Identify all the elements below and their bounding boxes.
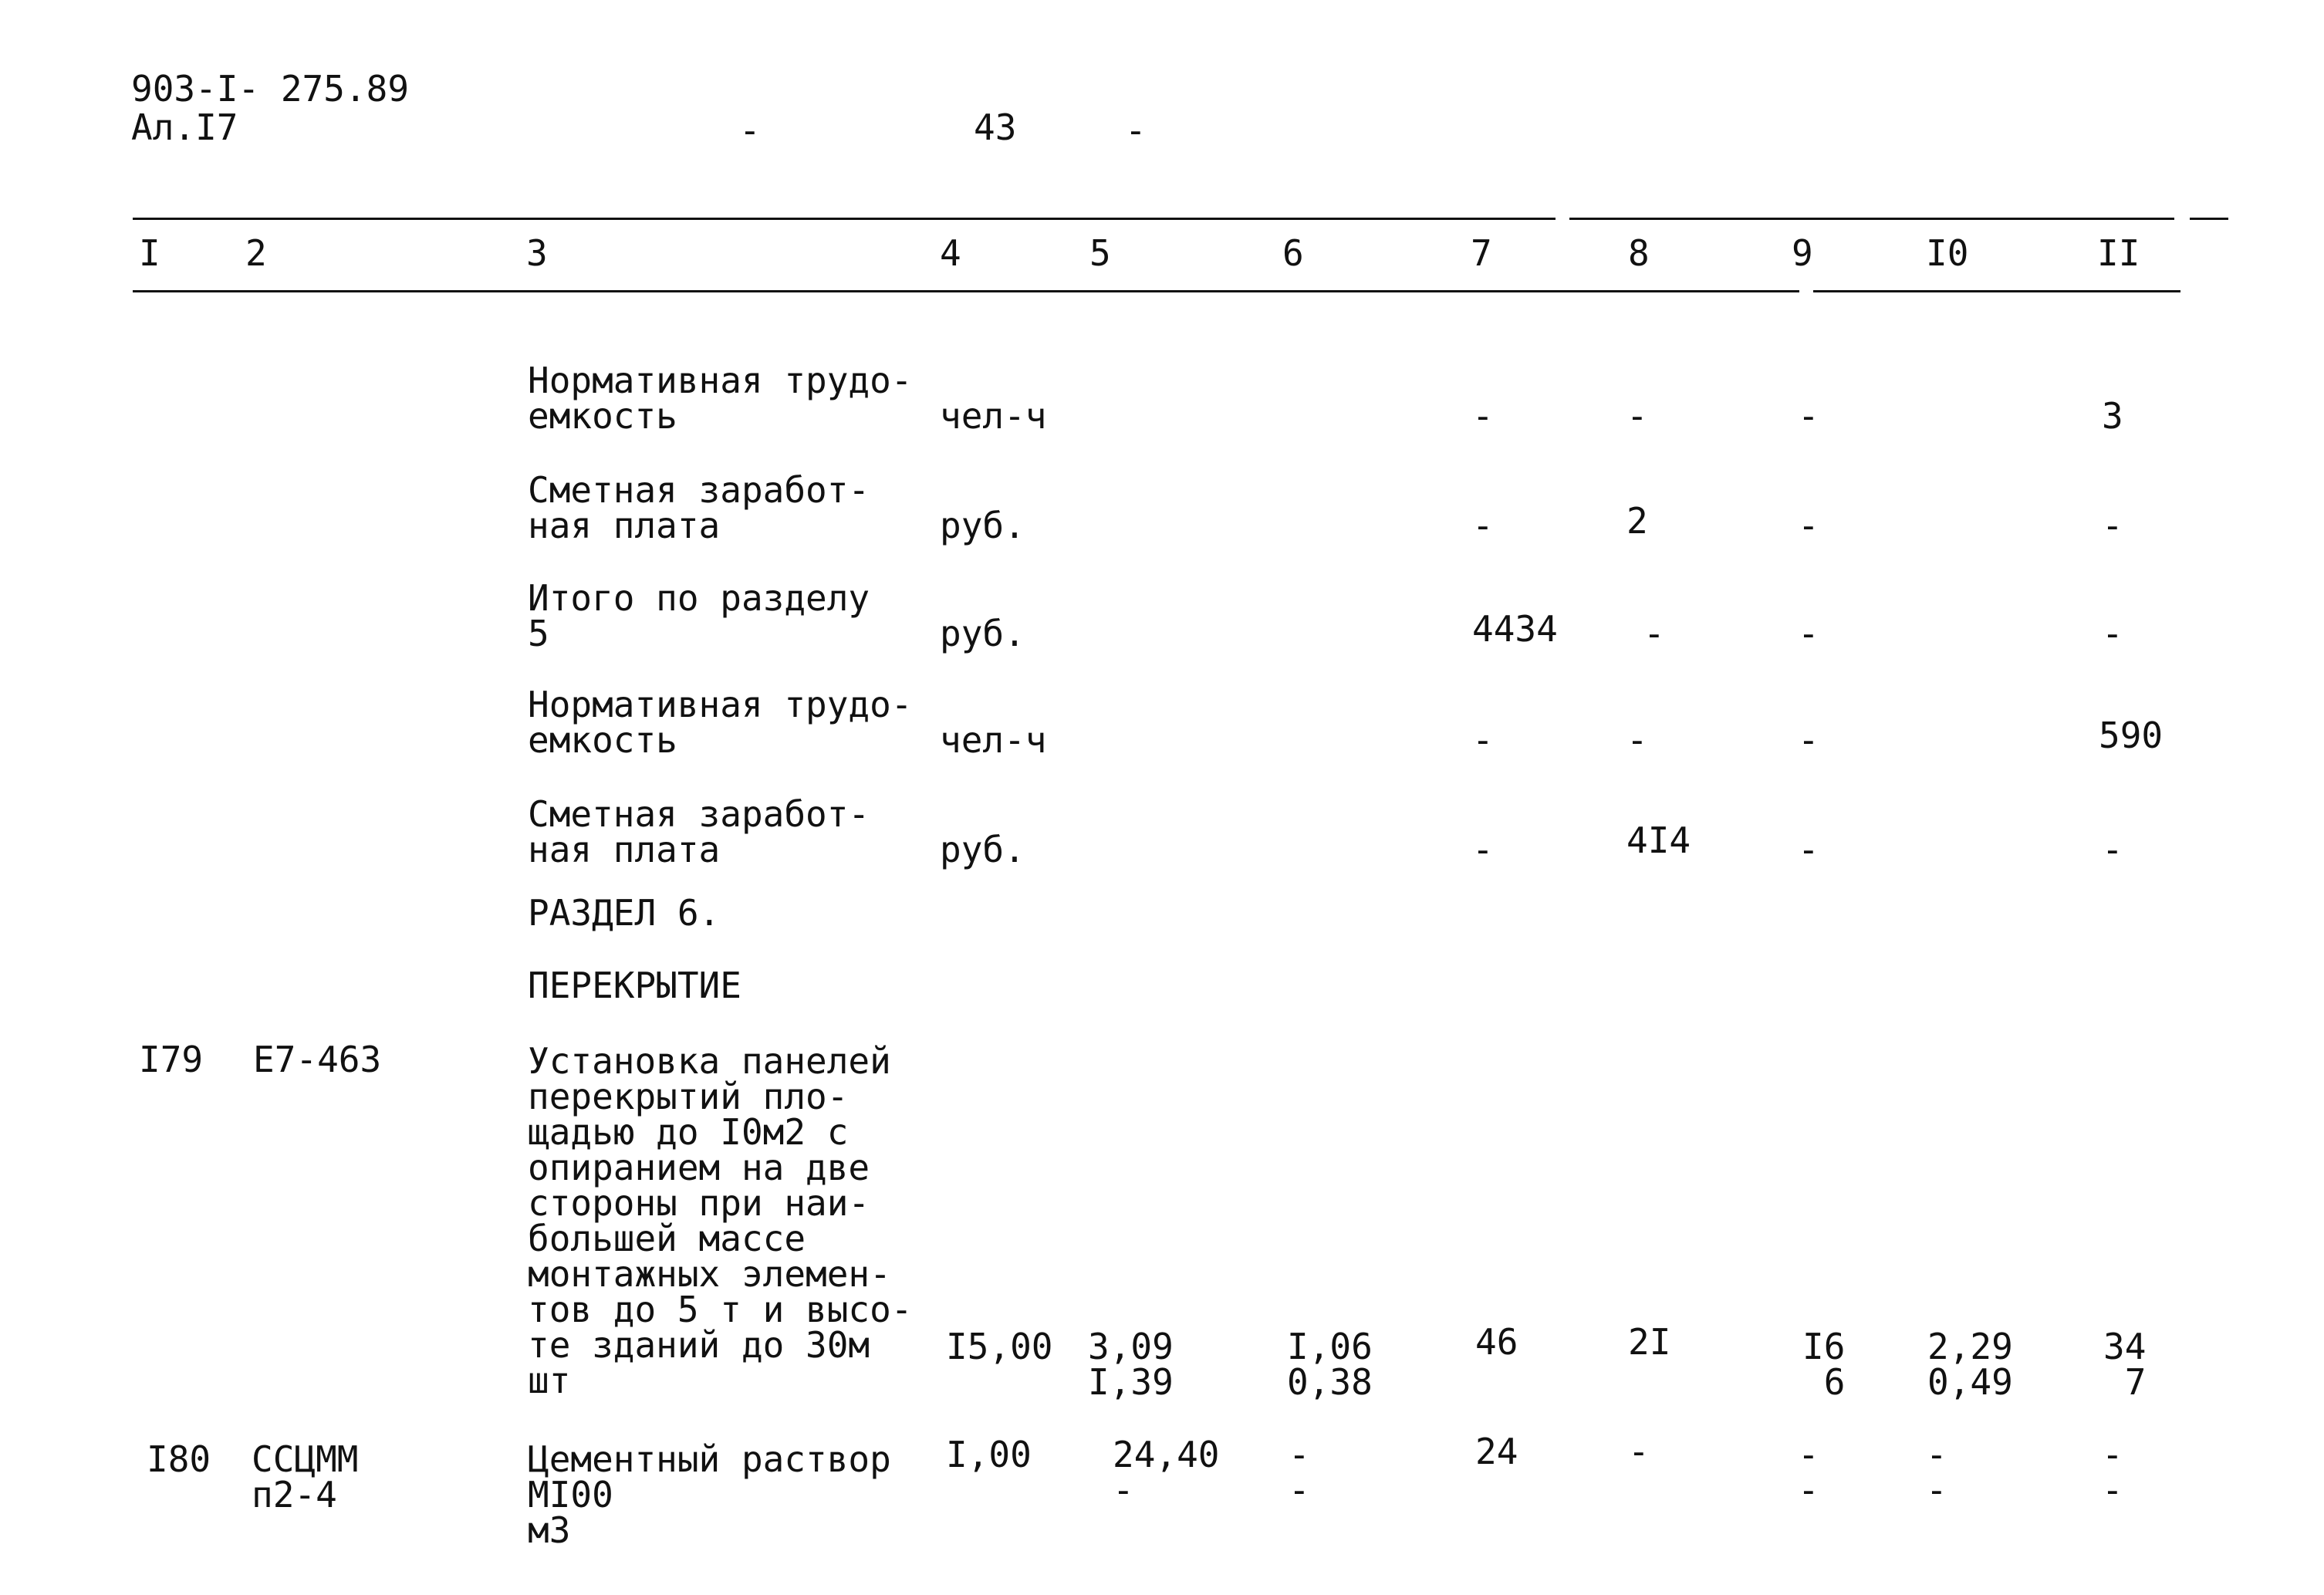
row-labor-1-col8: - bbox=[1626, 395, 1648, 437]
row-wage-2-col8: 4I4 bbox=[1626, 819, 1691, 861]
row-total-section-5-unit: руб. bbox=[940, 613, 1025, 654]
column-header-7: 7 bbox=[1471, 232, 1492, 274]
row-labor-1-col9: - bbox=[1798, 395, 1819, 437]
column-header-8: 8 bbox=[1628, 232, 1650, 274]
item-180-col5: 24,40 - bbox=[1113, 1434, 1220, 1511]
header-rule-bottom-right bbox=[1813, 290, 2180, 292]
item-180-col9: - - bbox=[1798, 1434, 1819, 1511]
row-labor-1-name: Нормативная трудо- емкость bbox=[528, 360, 913, 437]
row-wage-2-col11: - bbox=[2102, 829, 2123, 870]
row-total-section-5-name: Итого по разделу 5 bbox=[528, 577, 870, 654]
row-wage-1-name: Сметная заработ- ная плата bbox=[528, 469, 870, 546]
column-header-11: II bbox=[2097, 232, 2140, 274]
column-header-6: 6 bbox=[1282, 232, 1304, 274]
header-rule-top-mid bbox=[1569, 218, 2174, 220]
item-179-number: I79 bbox=[139, 1039, 204, 1080]
item-179-col11: 34 7 bbox=[2103, 1326, 2147, 1403]
row-labor-1-col11: 3 bbox=[2102, 395, 2123, 437]
row-wage-1-col11: - bbox=[2102, 505, 2123, 546]
row-labor-2-col7: - bbox=[1472, 719, 1494, 761]
row-total-section-5-col9: - bbox=[1798, 613, 1819, 654]
sheet-number: Ал.I7 bbox=[131, 106, 238, 148]
row-labor-2-name: Нормативная трудо- емкость bbox=[528, 684, 913, 761]
column-header-5: 5 bbox=[1089, 232, 1111, 274]
column-header-9: 9 bbox=[1792, 232, 1813, 274]
row-labor-1-unit: чел-ч bbox=[940, 395, 1047, 437]
row-labor-2-unit: чел-ч bbox=[940, 719, 1047, 761]
column-header-1: I bbox=[139, 232, 160, 274]
item-180-col6: - - bbox=[1289, 1434, 1310, 1511]
item-179-col8: 2I bbox=[1628, 1321, 1671, 1363]
column-header-3: 3 bbox=[526, 232, 548, 274]
row-wage-2-unit: руб. bbox=[940, 829, 1025, 870]
item-180-col10: - - bbox=[1926, 1434, 1947, 1511]
row-wage-1-col8: 2 bbox=[1626, 500, 1648, 542]
row-wage-1-unit: руб. bbox=[940, 505, 1025, 546]
item-180-number: I80 bbox=[147, 1438, 211, 1480]
item-180-description: Цементный раствор МI00 м3 bbox=[528, 1438, 891, 1551]
header-rule-top-left bbox=[133, 218, 1556, 220]
row-wage-2-col9: - bbox=[1798, 829, 1819, 870]
header-rule-top-right bbox=[2190, 218, 2228, 220]
item-179-col6: I,06 0,38 bbox=[1287, 1326, 1373, 1403]
row-wage-2-name: Сметная заработ- ная плата bbox=[528, 793, 870, 870]
page-dash-right: - bbox=[1125, 110, 1147, 151]
item-179-quantity: I5,00 bbox=[946, 1326, 1053, 1367]
document-code: 903-I- 275.89 bbox=[131, 68, 410, 110]
item-179-code: Е7-463 bbox=[253, 1039, 382, 1080]
item-180-quantity: I,00 bbox=[946, 1434, 1032, 1475]
column-header-10: I0 bbox=[1926, 232, 1969, 274]
row-labor-2-col11: 590 bbox=[2099, 715, 2164, 756]
row-total-section-5-col7: 4434 bbox=[1472, 608, 1558, 650]
row-total-section-5-col8: - bbox=[1643, 613, 1665, 654]
row-wage-1-col9: - bbox=[1798, 505, 1819, 546]
item-180-col11: - - bbox=[2102, 1434, 2123, 1511]
item-179-description: Установка панелей перекрытий пло- щадью до I0м2 с опиранием на две стороны при наи- большей массе монтажных элемен- тов до 5 т и высо- те зданий до 30м шт bbox=[528, 1040, 913, 1401]
section-6-title: РАЗДЕЛ 6. bbox=[528, 892, 721, 934]
row-labor-2-col9: - bbox=[1798, 719, 1819, 761]
column-header-2: 2 bbox=[245, 232, 267, 274]
section-6-subtitle: ПЕРЕКРЫТИЕ bbox=[528, 965, 741, 1006]
item-179-col9: I6 6 bbox=[1802, 1326, 1846, 1403]
row-total-section-5-col11: - bbox=[2102, 613, 2123, 654]
row-wage-1-col7: - bbox=[1472, 505, 1494, 546]
row-labor-2-col8: - bbox=[1626, 719, 1648, 761]
item-179-col7: 46 bbox=[1475, 1321, 1518, 1363]
item-179-col5: 3,09 I,39 bbox=[1088, 1326, 1174, 1403]
column-header-4: 4 bbox=[940, 232, 961, 274]
page-dash-left: - bbox=[739, 110, 761, 151]
row-labor-1-col7: - bbox=[1472, 395, 1494, 437]
item-179-col10: 2,29 0,49 bbox=[1927, 1326, 2013, 1403]
item-180-col7: 24 bbox=[1475, 1431, 1518, 1472]
page-number: 43 bbox=[974, 106, 1017, 148]
row-wage-2-col7: - bbox=[1472, 829, 1494, 870]
item-180-code: ССЦММ п2-4 bbox=[252, 1438, 359, 1516]
item-180-col8: - bbox=[1628, 1431, 1650, 1472]
header-rule-bottom-left bbox=[133, 290, 1799, 292]
